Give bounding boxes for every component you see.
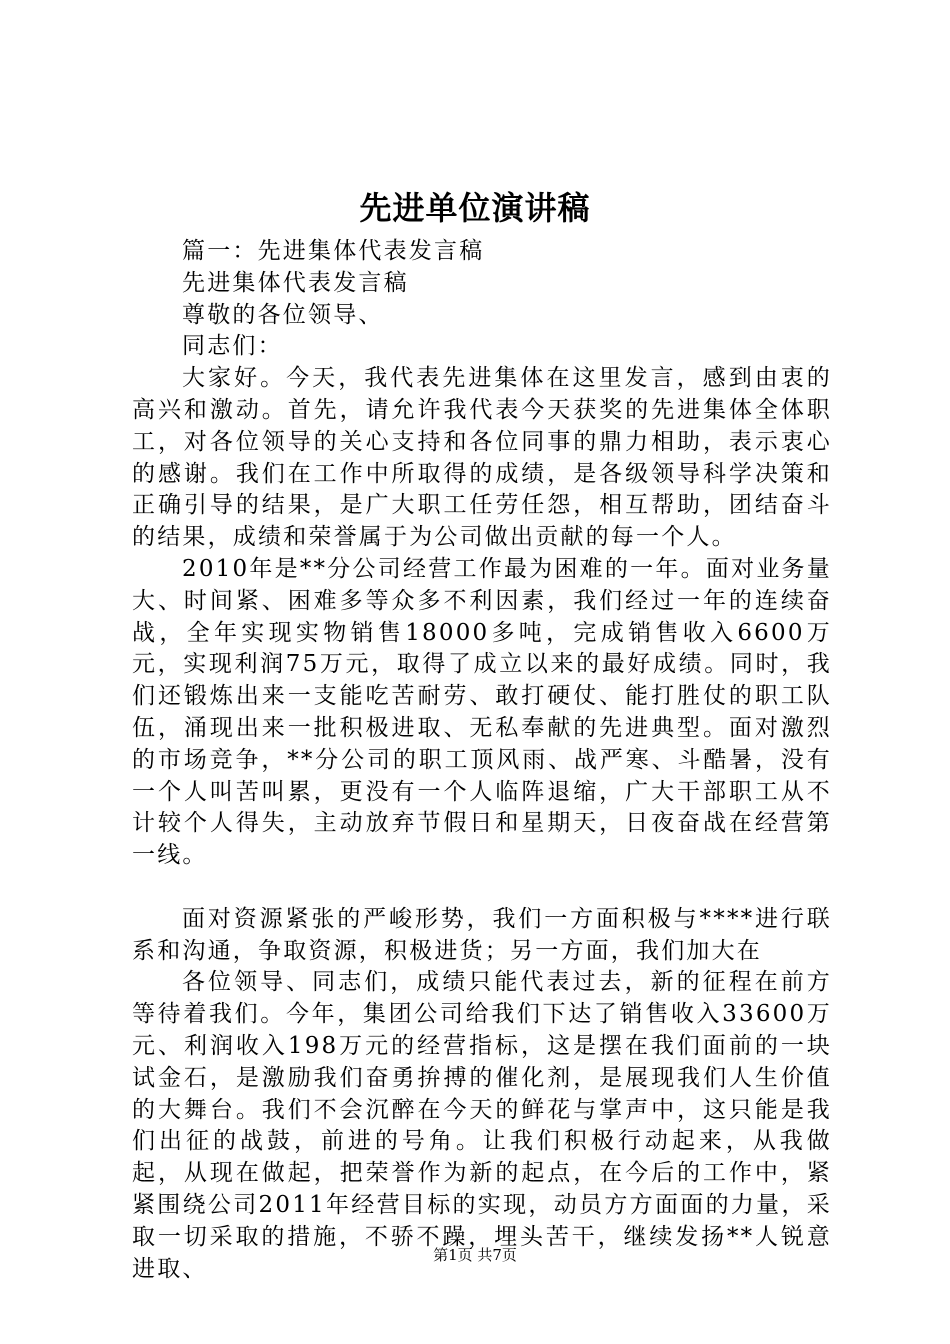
- paragraph-2010-review: 2010年是**分公司经营工作最为困难的一年。面对业务量大、时间紧、困难多等众多不利因素，我们经过一年的连续奋战，全年实现实物销售18000多吨，完成销售收入6600万元，实现利润75万元，取得了成立以来的最好成绩。同时，我们还锻炼出来一支能吃苦耐劳、敢打硬仗、能打胜仗的职工队伍，涌现出来一批积极进取、无私奉献的先进典型。面对激烈的市场竞争，**分公司的职工顶风雨、战严寒、斗酷暑，没有一个人叫苦叫累，更没有一个人临阵退缩，广大干部职工从不计较个人得失，主动放弃节假日和星期天，日夜奋战在经营第一线。: [132, 555, 832, 869]
- section-heading: 篇一：先进集体代表发言稿: [182, 238, 485, 264]
- salutation-line-1: 尊敬的各位领导、: [182, 301, 384, 328]
- document-body: [132, 236, 832, 1285]
- page-footer: 第1页 共7页: [433, 1246, 517, 1264]
- paragraph-outlook: 各位领导、同志们，成绩只能代表过去，新的征程在前方等待着我们。今年，集团公司给我们下达了销售收入33600万元、利润收入198万元的经营指标，这是摆在我们面前的一块试金石，是激励我们奋勇拚搏的催化剂，是展现我们人生价值的大舞台。我们不会沉醉在今天的鲜花与掌声中，这只能是我们出征的战鼓，前进的号角。让我们积极行动起来，从我做起，从现在做起，把荣誉作为新的起点，在今后的工作中，紧紧围绕公司2011年经营目标的实现，动员方方面面的力量，采取一切采取的措施，不骄不躁，埋头苦干，继续发扬**人锐意进取、: [132, 969, 832, 1282]
- speech-title: 先进集体代表发言稿: [182, 269, 409, 296]
- salutation-line-2: 同志们：: [182, 333, 283, 360]
- document-title: 先进单位演讲稿: [359, 189, 591, 227]
- paragraph-opening: 大家好。今天，我代表先进集体在这里发言，感到由衷的高兴和激动。首先，请允许我代表今天获奖的先进集体全体职工，对各位领导的关心支持和各位同事的鼎力相助，表示衷心的感谢。我们在工作中所取得的成绩，是各级领导科学决策和正确引导的结果，是广大职工任劳任怨，相互帮助，团结奋斗的结果，成绩和荣誉属于为公司做出贡献的每一个人。: [132, 365, 832, 551]
- paragraph-resources: 面对资源紧张的严峻形势，我们一方面积极与****进行联系和沟通，争取资源，积极进货；另一方面，我们加大在: [132, 905, 832, 964]
